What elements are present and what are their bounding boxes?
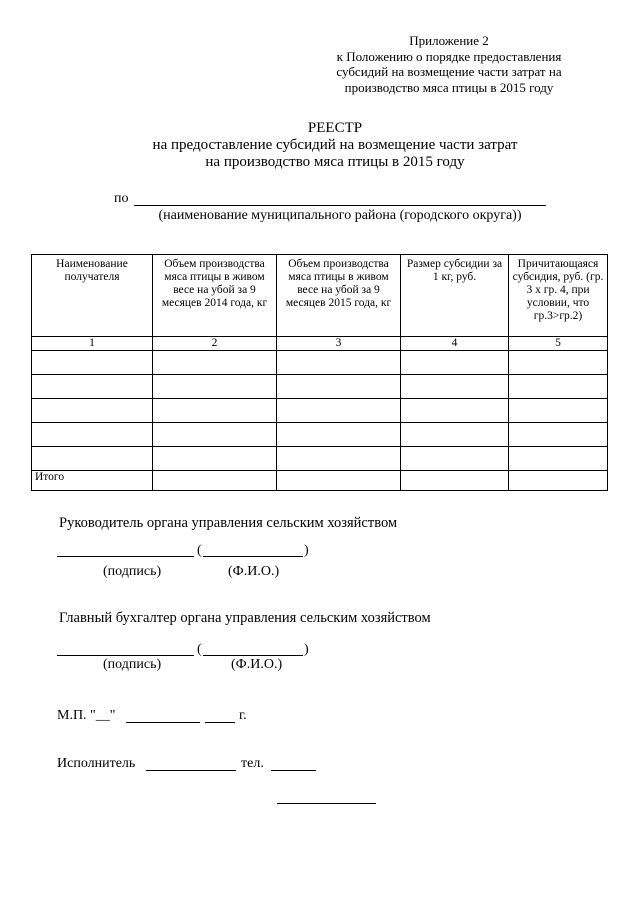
table-cell[interactable]	[153, 351, 277, 375]
head-name-caption: (Ф.И.О.)	[228, 564, 280, 579]
table-cell[interactable]	[32, 399, 153, 423]
table-cell[interactable]	[277, 399, 401, 423]
head-paren-close: )	[304, 543, 309, 558]
accountant-signature-caption: (подпись)	[103, 657, 162, 672]
table-cell[interactable]	[153, 423, 277, 447]
table-cell[interactable]	[277, 375, 401, 399]
table-cell[interactable]	[153, 471, 277, 491]
column-number: 3	[277, 337, 401, 351]
total-label: Итого	[32, 471, 153, 491]
table-cell[interactable]	[277, 447, 401, 471]
head-name-line[interactable]	[203, 556, 303, 557]
header-cell: Объем производства мяса птицы в живом весе на убой за 9 месяцев 2015 года, кг	[277, 255, 401, 337]
table-cell[interactable]	[509, 399, 608, 423]
table-cell[interactable]	[401, 447, 509, 471]
table-cell[interactable]	[509, 423, 608, 447]
column-number-row	[32, 337, 608, 351]
accountant-paren-open: (	[197, 642, 202, 657]
appendix-header	[330, 33, 568, 95]
title-main: РЕЕСТР	[307, 120, 363, 136]
phone-label: тел.	[241, 756, 264, 771]
head-paren-open: (	[197, 543, 202, 558]
table-cell[interactable]	[32, 375, 153, 399]
header-cell: Объем производства мяса птицы в живом весе на убой за 9 месяцев 2014 года, кг	[153, 255, 277, 337]
table-row	[32, 375, 608, 399]
table-row	[32, 399, 608, 423]
chief-accountant-title: Главный бухгалтер органа управления сельским хозяйством	[59, 610, 431, 626]
table-cell[interactable]	[32, 423, 153, 447]
stamp-label: М.П. "__"	[57, 708, 116, 723]
appendix-line-4: производство мяса птицы в 2015 году	[344, 79, 554, 95]
table-cell[interactable]	[277, 471, 401, 491]
accountant-signature-line[interactable]	[57, 655, 194, 656]
table-header-row	[32, 255, 608, 337]
executor-name-line[interactable]	[146, 770, 236, 771]
table-cell[interactable]	[153, 375, 277, 399]
accountant-paren-close: )	[304, 642, 309, 657]
table-cell[interactable]	[32, 447, 153, 471]
date-year-line[interactable]	[205, 722, 235, 723]
column-number: 5	[509, 337, 608, 351]
table-cell[interactable]	[277, 351, 401, 375]
date-month-line[interactable]	[126, 722, 200, 723]
recipient-prefix: по	[114, 191, 129, 206]
appendix-line-3: субсидий на возмещение части затрат на	[336, 64, 562, 79]
table-cell[interactable]	[153, 447, 277, 471]
table-cell[interactable]	[401, 399, 509, 423]
header-cell: Причитающаяся субсидия, руб. (гр. 3 х гр. 4, при условии, что гр.3>гр.2)	[509, 255, 608, 337]
column-number: 1	[32, 337, 153, 351]
table-cell[interactable]	[153, 399, 277, 423]
table-cell[interactable]	[401, 375, 509, 399]
column-number: 4	[401, 337, 509, 351]
table-cell[interactable]	[509, 351, 608, 375]
header-cell: Размер субсидии за 1 кг, руб.	[401, 255, 509, 337]
table-cell[interactable]	[509, 447, 608, 471]
recipient-fill-line[interactable]	[134, 205, 546, 206]
head-of-agency-title: Руководитель органа управления сельским хозяйством	[59, 515, 398, 531]
table-cell[interactable]	[401, 471, 509, 491]
table-row	[32, 423, 608, 447]
executor-label: Исполнитель	[57, 756, 136, 771]
column-number: 2	[153, 337, 277, 351]
total-row	[32, 471, 608, 491]
table-cell[interactable]	[277, 423, 401, 447]
appendix-line-2: к Положению о порядке предоставления	[336, 48, 562, 64]
document-title	[140, 120, 530, 171]
closing-rule	[277, 803, 376, 804]
year-suffix: г.	[239, 708, 247, 723]
table-cell[interactable]	[509, 471, 608, 491]
recipient-caption: (наименование муниципального района (городского округа))	[158, 208, 522, 223]
table-cell[interactable]	[509, 375, 608, 399]
phone-line[interactable]	[271, 770, 316, 771]
header-cell: Наименование получателя	[32, 255, 153, 337]
appendix-line-1: Приложение 2	[409, 33, 489, 48]
accountant-name-line[interactable]	[203, 655, 303, 656]
title-line-2: на предоставление субсидий на возмещение части затрат	[152, 137, 518, 153]
title-line-3: на производство мяса птицы в 2015 году	[205, 154, 465, 170]
table-cell[interactable]	[401, 351, 509, 375]
head-signature-caption: (подпись)	[103, 564, 162, 579]
head-signature-line[interactable]	[57, 556, 194, 557]
table-row	[32, 351, 608, 375]
table-cell[interactable]	[32, 351, 153, 375]
accountant-name-caption: (Ф.И.О.)	[231, 657, 283, 672]
table-cell[interactable]	[401, 423, 509, 447]
table-row	[32, 447, 608, 471]
register-table	[31, 254, 608, 491]
